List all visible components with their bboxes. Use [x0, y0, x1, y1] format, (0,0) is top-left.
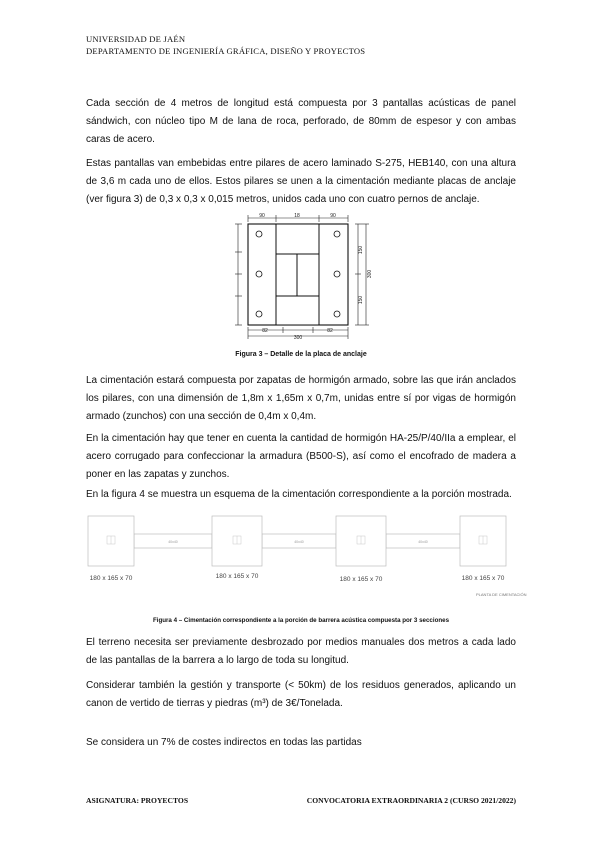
footer-course: ASIGNATURA: PROYECTOS	[86, 796, 189, 805]
header-department: DEPARTAMENTO DE INGENIERÍA GRÁFICA, DISEÑO Y PROYECTOS	[86, 46, 366, 56]
figure-4-caption: Figura 4 – Cimentación correspondiente a la porción de barrera acústica compuesta por 3 secciones	[152, 617, 450, 624]
paragraph-7: Considerar también la gestión y transporte (< 50km) de los residuos generados, aplicando un canon de vertido de tierras y piedras (m³) de 3€/Tonelada.	[86, 680, 516, 709]
beam-label: 40x40	[418, 540, 428, 544]
foundation-plan-figure	[84, 512, 527, 604]
heb-profile	[276, 224, 319, 325]
dim-top-mid: 18	[294, 213, 300, 219]
anchor-plate-figure	[228, 212, 378, 340]
footing-label: 180 x 165 x 70	[215, 573, 259, 580]
dim-bottom-a: 82	[262, 328, 268, 334]
dim-right-b: 150	[358, 295, 364, 305]
paragraph-6: El terreno necesita ser previamente desbrozado por medios manuales dos metros a cada lado de las pantallas de la barrera a lo largo de toda su longitud.	[86, 637, 516, 666]
plan-title: PLANTA DE CIMENTACIÓN	[476, 592, 527, 597]
dim-right-a: 150	[358, 245, 364, 255]
footing-label: 180 x 165 x 70	[461, 575, 505, 582]
figure-3-caption: Figura 3 – Detalle de la placa de anclaje	[235, 351, 367, 358]
dim-bottom-b: 82	[327, 328, 333, 334]
paragraph-1: Cada sección de 4 metros de longitud está compuesta por 3 pantallas acústicas de panel sándwich, con núcleo tipo M de lana de roca, perforado, de 80mm de espesor y con ambas caras de acero.	[86, 98, 516, 145]
dim-right-total: 300	[367, 269, 373, 279]
beam-label: 40x40	[294, 540, 304, 544]
dim-top-right: 90	[330, 213, 336, 219]
dim-top-left: 90	[259, 213, 265, 219]
beam-label: 40x40	[168, 540, 178, 544]
paragraph-5: En la figura 4 se muestra un esquema de la cimentación correspondiente a la porción mostrada.	[86, 489, 512, 500]
paragraph-3: La cimentación estará compuesta por zapatas de hormigón armado, sobre las que irán anclados los pilares, con una dimensión de 1,8m x 1,65m x 0,7m, unidas entre sí por vigas de hormigón armado (zunchos) con una sección de 0,4m x 0,4m.	[86, 375, 516, 422]
header-university: UNIVERSIDAD DE JAÉN	[86, 34, 186, 44]
paragraph-8: Se considera un 7% de costes indirectos en todas las partidas	[86, 737, 362, 748]
footer-exam: CONVOCATORIA EXTRAORDINARIA 2 (CURSO 2021/2022)	[306, 796, 516, 805]
dim-bottom-total: 300	[293, 335, 303, 341]
paragraph-4: En la cimentación hay que tener en cuenta la cantidad de hormigón HA-25/P/40/IIa a emplear, el acero corrugado para confeccionar la armadura (B500-S), así como el encofrado de madera a poner en las zapatas y zunchos.	[86, 433, 516, 480]
footing-label: 180 x 165 x 70	[339, 576, 383, 583]
paragraph-2: Estas pantallas van embebidas entre pilares de acero laminado S-275, HEB140, con una altura de 3,6 m cada uno de ellos. Estos pilares se unen a la cimentación mediante placas de anclaje (ver figura 3) de 0,3 x 0,3 x 0,015 metros, unidos cada uno con cuatro pernos de anclaje.	[86, 158, 516, 205]
footing-label: 180 x 165 x 70	[89, 575, 133, 582]
